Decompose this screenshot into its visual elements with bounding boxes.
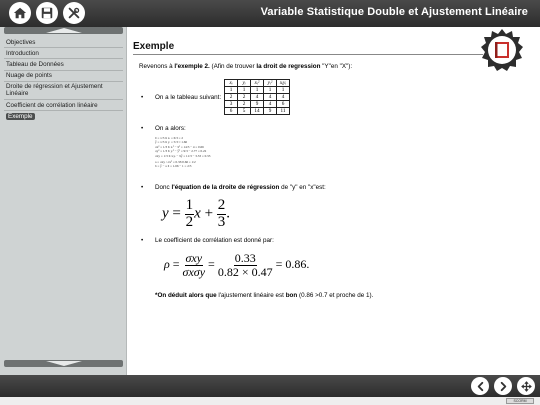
table-cell: 14 [251, 108, 264, 115]
scorm-badge: SCORM [506, 398, 534, 404]
table-header: xᵢ [225, 80, 238, 87]
content-area [128, 27, 540, 375]
computation-steps [155, 136, 210, 169]
tools-button[interactable] [63, 2, 85, 24]
sidebar-item-coefficient[interactable]: Coefficient de corrélation linéaire [4, 100, 123, 111]
conclusion-text [155, 292, 373, 299]
step-line: ȳ = 1/3 Σ yᵢ = 5/3 ≈ 1.66 [155, 140, 188, 145]
top-bar [0, 0, 540, 27]
text-bold: l'équation de la droite de régression [171, 184, 280, 191]
fullscreen-button[interactable] [517, 377, 535, 395]
data-table [224, 79, 290, 115]
sidebar-item-introduction[interactable]: Introduction [4, 48, 123, 59]
eq-var: x [194, 205, 201, 222]
bullet-correlation: Le coefficient de corrélation est donné par: [155, 237, 274, 244]
previous-button[interactable] [471, 377, 489, 395]
eq-den: 3 [217, 213, 226, 230]
text-part: de "y" en "x"est: [279, 184, 326, 191]
title-divider [133, 54, 483, 55]
text-part: (0.86 >0.7 et proche de 1). [297, 292, 374, 299]
eq-fraction [218, 252, 273, 278]
sidebar-item-exemple[interactable] [4, 111, 123, 122]
table-row [225, 108, 290, 115]
step-line: σxy = 1/3 Σ xᵢyᵢ − x̄ȳ = 11/3 − 3.33 = 0.33 [155, 153, 211, 158]
table-row [225, 101, 290, 108]
table-cell: 11 [277, 108, 290, 115]
table-cell: 4 [264, 101, 277, 108]
table-header: xᵢyᵢ [277, 80, 290, 87]
eq-num: σxy [185, 251, 203, 265]
footer [0, 397, 540, 405]
table-cell: 6 [277, 101, 290, 108]
table-cell: 1 [264, 87, 277, 94]
step-line: b = ȳ − a x̄ = 1.66 − 1 = 2/3 [155, 164, 192, 169]
step-line: x̄ = 1/3 Σ xᵢ = 6/3 = 2 [155, 136, 184, 140]
bullet-tableau: On a le tableau suivant: [155, 94, 222, 101]
scroll-down-button[interactable] [4, 360, 123, 367]
eq-num: 0.33 [234, 251, 256, 265]
save-icon [40, 6, 54, 20]
table-header: xᵢ² [251, 80, 264, 87]
intro-part: Revenons à [139, 63, 175, 70]
scroll-up-button[interactable] [4, 27, 123, 34]
table-cell: 3 [225, 101, 238, 108]
app-title: Variable Statistique Double et Ajustement Linéaire [260, 6, 528, 18]
text-bold: *On déduit alors que [155, 292, 217, 299]
bottom-bar [0, 375, 540, 397]
sidebar-item-droite[interactable]: Droite de régression et Ajustement Linéaire [4, 82, 123, 100]
page-title: Exemple [133, 41, 175, 52]
sidebar-item-nuage[interactable]: Nuage de points [4, 71, 123, 82]
tools-icon [67, 6, 81, 20]
save-button[interactable] [36, 2, 58, 24]
sidebar-item-label: Exemple [8, 113, 33, 121]
table-header: yᵢ² [264, 80, 277, 87]
table-cell: 2 [225, 94, 238, 101]
step-line: σx² = 1/3 Σ xᵢ² − x̄² = 14/3 − 4 = 0.66 [155, 144, 204, 149]
table-cell: 9 [264, 108, 277, 115]
table-row [225, 94, 290, 101]
chevron-left-icon [475, 381, 486, 392]
step-line: a = σxy / σx² = 0.33/0.66 = 1/2 [155, 160, 196, 165]
book-icon [480, 28, 524, 72]
sidebar-item-objectives[interactable]: Objectives [4, 37, 123, 48]
table-cell: 6 [225, 108, 238, 115]
eq-fraction [183, 252, 206, 278]
text-part: l'ajustement linéaire est [216, 292, 286, 299]
correlation-equation: ρ = $\frac{\text{σxy}}{\text{σxσy}}$ = $\frac{0.33}{0.82 \times 0.47}$ = 0.86. [164, 251, 310, 279]
table-cell: 1 [225, 87, 238, 94]
table-header-row [225, 80, 290, 87]
intro-part: (Afin de trouver [209, 63, 257, 70]
table-cell: 4 [264, 94, 277, 101]
text-part: Donc [155, 184, 172, 191]
sidebar [0, 27, 127, 375]
table-cell: 1 [238, 87, 251, 94]
text-bold: bon [285, 292, 298, 299]
table-row [225, 87, 290, 94]
table-cell: 1 [277, 87, 290, 94]
table-cell: 9 [251, 101, 264, 108]
intro-bold: l'exemple 2. [174, 63, 210, 70]
regression-equation: y = $\frac{1}{2}$ x + $\frac{2}{3}$ . [162, 197, 231, 230]
table-cell: 4 [277, 94, 290, 101]
table-cell: 4 [251, 94, 264, 101]
eq-fraction [217, 198, 227, 231]
eq-num: 1 [185, 197, 194, 213]
eq-num: 2 [217, 197, 226, 213]
home-button[interactable] [9, 2, 31, 24]
home-icon [13, 6, 27, 20]
eq-den: σxσy [182, 264, 206, 279]
next-button[interactable] [494, 377, 512, 395]
table-header: yᵢ [238, 80, 251, 87]
sidebar-item-tableau[interactable]: Tableau de Données [4, 59, 123, 70]
eq-result: 0.86. [285, 256, 310, 271]
bullet-alors: On a alors: [155, 125, 186, 132]
chevron-right-icon [498, 381, 509, 392]
bullet-equation [155, 184, 326, 191]
intro-part: "Y"en "X"): [320, 63, 353, 70]
intro-text [139, 63, 352, 70]
eq-den: 0.82 × 0.47 [217, 264, 273, 279]
chevron-up-icon [46, 28, 82, 33]
table-cell: 5 [238, 108, 251, 115]
step-line: σy² = 1/3 Σ yᵢ² − ȳ² = 9/3 − 2.77 = 0.22 [155, 149, 207, 154]
chevron-down-icon [46, 361, 82, 366]
eq-den: 2 [185, 213, 194, 230]
sidebar-nav [4, 37, 123, 122]
table-cell: 2 [238, 94, 251, 101]
eq-fraction [185, 198, 195, 231]
fullscreen-icon [521, 381, 532, 392]
intro-bold: la droit de regression [256, 63, 321, 70]
eq-lhs: ρ [164, 256, 170, 271]
table-cell: 2 [238, 101, 251, 108]
eq-lhs: y [162, 205, 169, 222]
table-cell: 1 [251, 87, 264, 94]
